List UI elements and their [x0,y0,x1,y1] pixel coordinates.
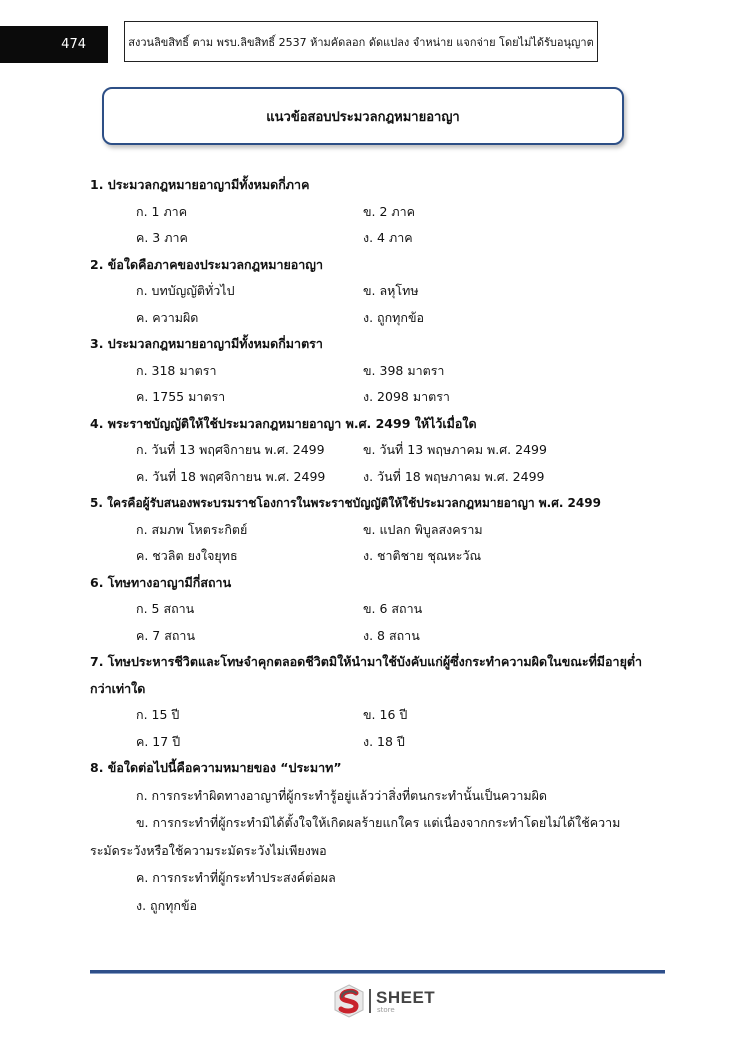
choice-row [90,358,660,385]
document-title: แนวข้อสอบประมวลกฎหมายอาญา [266,109,460,125]
choice-a: ก. การกระทำผิดทางอาญาที่ผู้กระทำรู้อยู่แล้วว่าสิ่งที่ตนกระทำนั้นเป็นความผิด [136,787,548,803]
choice-d: ง. วันที่ 18 พฤษภาคม พ.ศ. 2499 [363,468,545,484]
page-number [0,26,108,63]
choice-row [90,199,660,226]
choice-c: ค. 17 ปี [136,733,181,749]
question-4 [90,411,660,491]
footer-divider [90,970,665,974]
choice-b: ข. 398 มาตรา [363,362,445,378]
choice-row [90,305,660,332]
choice-c: ค. 1755 มาตรา [136,389,226,404]
choice-a: ก. วันที่ 13 พฤศจิกายน พ.ศ. 2499 [136,442,325,457]
choice-b: ข. 6 สถาน [363,601,423,616]
choice-row [90,437,660,464]
choice-c: ค. ชวลิต ยงใจยุทธ [136,548,238,563]
choice-a: ก. สมภพ โหตระกิตย์ [136,521,248,537]
choice-row [90,543,660,570]
choice-row [90,464,660,491]
question-3 [90,331,660,411]
choice-c: ค. การกระทำที่ผู้กระทำประสงค์ต่อผล [136,870,336,885]
choice-b: ข. แปลก พิบูลสงคราม [363,521,483,537]
question-text: 1. ประมวลกฎหมายอาญามีทั้งหมดกี่ภาค [90,177,310,192]
choice-b: ข. 2 ภาค [363,203,416,219]
logo-separator [369,989,371,1013]
choice-row [90,517,660,544]
choice-d: ง. 8 สถาน [363,627,420,643]
choice-d: ง. 2098 มาตรา [363,389,450,404]
choice-row [90,623,660,650]
question-list [90,172,660,919]
copyright-text: สงวนลิขสิทธิ์ ตาม พรบ.ลิขสิทธิ์ 2537 ห้ามคัดลอก ดัดแปลง จำหน่าย แจกจ่าย โดยไม่ได้รับอนุญาต [128,35,594,49]
choice-row [90,384,660,411]
choice-b-continued: ระมัดระวังหรือใช้ความระมัดระวังไม่เพียงพอ [90,842,327,858]
choice-a: ก. 5 สถาน [136,601,195,616]
choice-row [90,278,660,305]
question-7 [90,649,660,755]
choice-b: ข. ลหุโทษ [363,283,419,298]
logo-word: SHEET [376,987,436,1007]
question-text: 7. โทษประหารชีวิตและโทษจำคุกตลอดชีวิตมิให้นำมาใช้บังคับแก่ผู้ซึ่งกระทำความผิดในขณะที่มีอายุต่ำกว่าเท่าใด [90,654,643,696]
choice-a: ก. 318 มาตรา [136,362,217,378]
question-8 [90,755,660,919]
choice-a: ก. 15 ปี [136,707,180,722]
choice-d: ง. ถูกทุกข้อ [136,897,198,913]
page-number-text: 474 [61,37,86,52]
document-title-box [102,87,624,145]
choice-d: ง. 18 ปี [363,733,405,749]
sheet-store-logo [333,983,435,1019]
question-text: 3. ประมวลกฎหมายอาญามีทั้งหมดกี่มาตรา [90,336,323,351]
choice-d: ง. ถูกทุกข้อ [363,309,425,325]
choice-c: ค. วันที่ 18 พฤศจิกายน พ.ศ. 2499 [136,468,326,484]
choice-b: ข. 16 ปี [363,707,408,722]
question-text: 8. ข้อใดต่อไปนี้คือความหมายของ “ประมาท” [90,760,342,775]
question-1 [90,172,660,252]
question-5 [90,490,660,570]
question-text: 2. ข้อใดคือภาคของประมวลกฎหมายอาญา [90,256,323,272]
choice-row [90,702,660,729]
choice-c: ค. 7 สถาน [136,627,195,643]
copyright-notice [124,21,598,62]
question-2 [90,252,660,332]
choice-c: ค. 3 ภาค [136,230,188,245]
question-text: 5. ใครคือผู้รับสนองพระบรมราชโองการในพระราชบัญญัติให้ใช้ประมวลกฎหมายอาญา พ.ศ. 2499 [90,496,601,510]
logo-text [376,989,435,1014]
question-text: 4. พระราชบัญญัติให้ใช้ประมวลกฎหมายอาญา พ.ศ. 2499 ให้ไว้เมื่อใด [90,415,477,431]
logo-sub: store [377,1005,395,1014]
choice-c: ค. ความผิด [136,309,199,325]
question-text: 6. โทษทางอาญามีกี่สถาน [90,574,232,590]
choice-d: ง. 4 ภาค [363,230,413,245]
sheet-store-s-logo-icon [333,984,365,1018]
choice-row [90,596,660,623]
choice-b: ข. วันที่ 13 พฤษภาคม พ.ศ. 2499 [363,442,547,457]
choice-b: ข. การกระทำที่ผู้กระทำมิได้ตั้งใจให้เกิดผลร้ายแกใคร แต่เนื่องจากกระทำโดยไม่ได้ใช้ความ [136,815,621,830]
choice-row [90,225,660,252]
choice-d: ง. ชาติชาย ชุณหะวัณ [363,548,482,563]
choice-row [90,729,660,756]
question-6 [90,570,660,650]
choice-a: ก. 1 ภาค [136,203,188,219]
choice-a: ก. บทบัญญัติทั่วไป [136,283,235,298]
